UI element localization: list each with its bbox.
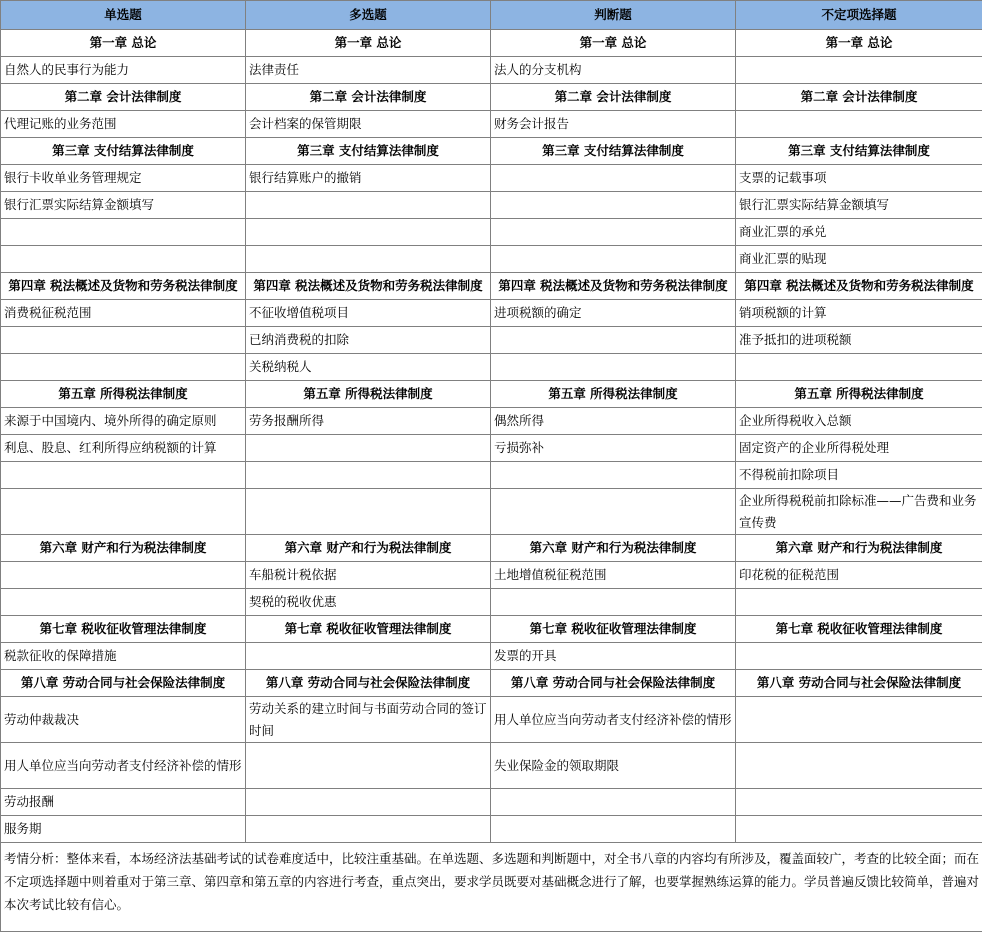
summary-row bbox=[1, 843, 982, 932]
table-row bbox=[1, 165, 982, 192]
table-row bbox=[1, 246, 982, 273]
topic-cell: 企业所得税税前扣除标准——广告费和业务宣传费 bbox=[736, 489, 982, 535]
chapter-heading-cell: 第二章 会计法律制度 bbox=[736, 84, 982, 111]
chapter-heading-cell: 第五章 所得税法律制度 bbox=[246, 381, 491, 408]
topic-cell bbox=[246, 643, 491, 670]
topic-cell: 会计档案的保管期限 bbox=[246, 111, 491, 138]
topic-cell: 代理记账的业务范围 bbox=[1, 111, 246, 138]
chapter-heading-cell: 第二章 会计法律制度 bbox=[491, 84, 736, 111]
table-row bbox=[1, 743, 982, 789]
topic-cell: 企业所得税收入总额 bbox=[736, 408, 982, 435]
chapter-heading-cell: 第五章 所得税法律制度 bbox=[491, 381, 736, 408]
topic-cell: 利息、股息、红利所得应纳税额的计算 bbox=[1, 435, 246, 462]
table-body bbox=[1, 30, 982, 843]
header-single-choice: 单选题 bbox=[1, 1, 246, 30]
topic-cell: 进项税额的确定 bbox=[491, 300, 736, 327]
topic-cell: 银行汇票实际结算金额填写 bbox=[736, 192, 982, 219]
topic-cell: 偶然所得 bbox=[491, 408, 736, 435]
chapter-heading-cell: 第二章 会计法律制度 bbox=[1, 84, 246, 111]
topic-cell: 销项税额的计算 bbox=[736, 300, 982, 327]
chapter-heading-cell: 第三章 支付结算法律制度 bbox=[491, 138, 736, 165]
header-multiple-choice: 多选题 bbox=[246, 1, 491, 30]
table-row bbox=[1, 589, 982, 616]
table-row bbox=[1, 327, 982, 354]
topic-cell: 劳动关系的建立时间与书面劳动合同的签订时间 bbox=[246, 697, 491, 743]
topic-cell bbox=[246, 435, 491, 462]
topic-cell bbox=[491, 192, 736, 219]
topic-cell: 法律责任 bbox=[246, 57, 491, 84]
chapter-heading-cell: 第六章 财产和行为税法律制度 bbox=[491, 535, 736, 562]
topic-cell: 已纳消费税的扣除 bbox=[246, 327, 491, 354]
topic-cell bbox=[1, 589, 246, 616]
table-row bbox=[1, 697, 982, 743]
chapter-heading-cell: 第四章 税法概述及货物和劳务税法律制度 bbox=[246, 273, 491, 300]
table-row bbox=[1, 489, 982, 535]
topic-cell bbox=[736, 816, 982, 843]
table-row bbox=[1, 435, 982, 462]
chapter-row bbox=[1, 273, 982, 300]
chapter-row bbox=[1, 670, 982, 697]
topic-cell bbox=[246, 462, 491, 489]
table-row bbox=[1, 816, 982, 843]
topic-cell: 法人的分支机构 bbox=[491, 57, 736, 84]
table-row bbox=[1, 462, 982, 489]
chapter-heading-cell: 第三章 支付结算法律制度 bbox=[246, 138, 491, 165]
topic-cell bbox=[736, 111, 982, 138]
topic-cell bbox=[246, 743, 491, 789]
chapter-row bbox=[1, 381, 982, 408]
topic-cell bbox=[1, 246, 246, 273]
chapter-heading-cell: 第八章 劳动合同与社会保险法律制度 bbox=[246, 670, 491, 697]
topic-cell bbox=[246, 489, 491, 535]
chapter-heading-cell: 第六章 财产和行为税法律制度 bbox=[736, 535, 982, 562]
topic-cell: 自然人的民事行为能力 bbox=[1, 57, 246, 84]
topic-cell bbox=[1, 327, 246, 354]
topic-cell: 银行汇票实际结算金额填写 bbox=[1, 192, 246, 219]
topic-cell: 用人单位应当向劳动者支付经济补偿的情形 bbox=[1, 743, 246, 789]
topic-cell bbox=[491, 246, 736, 273]
chapter-heading-cell: 第七章 税收征收管理法律制度 bbox=[736, 616, 982, 643]
topic-cell bbox=[246, 192, 491, 219]
chapter-heading-cell: 第一章 总论 bbox=[246, 30, 491, 57]
chapter-heading-cell: 第七章 税收征收管理法律制度 bbox=[491, 616, 736, 643]
topic-cell: 财务会计报告 bbox=[491, 111, 736, 138]
table-row bbox=[1, 354, 982, 381]
chapter-heading-cell: 第四章 税法概述及货物和劳务税法律制度 bbox=[491, 273, 736, 300]
topic-cell: 车船税计税依据 bbox=[246, 562, 491, 589]
topic-cell bbox=[491, 816, 736, 843]
topic-cell: 印花税的征税范围 bbox=[736, 562, 982, 589]
chapter-heading-cell: 第二章 会计法律制度 bbox=[246, 84, 491, 111]
chapter-heading-cell: 第七章 税收征收管理法律制度 bbox=[246, 616, 491, 643]
topic-cell: 发票的开具 bbox=[491, 643, 736, 670]
topic-cell bbox=[1, 562, 246, 589]
topic-cell: 税款征收的保障措施 bbox=[1, 643, 246, 670]
header-indefinite-choice: 不定项选择题 bbox=[736, 1, 982, 30]
chapter-row bbox=[1, 84, 982, 111]
table-row bbox=[1, 111, 982, 138]
chapter-heading-cell: 第四章 税法概述及货物和劳务税法律制度 bbox=[1, 273, 246, 300]
topic-cell bbox=[736, 57, 982, 84]
topic-cell bbox=[491, 327, 736, 354]
topic-cell: 关税纳税人 bbox=[246, 354, 491, 381]
topic-cell: 不得税前扣除项目 bbox=[736, 462, 982, 489]
topic-cell: 来源于中国境内、境外所得的确定原则 bbox=[1, 408, 246, 435]
topic-cell bbox=[246, 789, 491, 816]
topic-cell bbox=[491, 354, 736, 381]
chapter-heading-cell: 第五章 所得税法律制度 bbox=[1, 381, 246, 408]
topic-cell: 银行结算账户的撤销 bbox=[246, 165, 491, 192]
chapter-heading-cell: 第三章 支付结算法律制度 bbox=[1, 138, 246, 165]
table-row bbox=[1, 192, 982, 219]
topic-cell: 劳动报酬 bbox=[1, 789, 246, 816]
chapter-heading-cell: 第八章 劳动合同与社会保险法律制度 bbox=[491, 670, 736, 697]
exam-analysis-summary: 考情分析：整体来看，本场经济法基础考试的试卷难度适中，比较注重基础。在单选题、多选题和判断题中，对全书八章的内容均有所涉及，覆盖面较广，考查的比较全面；而在不定项选择题中则着重对于第三章、第四章和第五章的内容进行考查，重点突出，要求学员既要对基础概念进行了解，也要掌握熟练运算的能力。学员普遍反馈比较简单，普遍对本次考试比较有信心。 bbox=[1, 843, 982, 932]
chapter-heading-cell: 第一章 总论 bbox=[491, 30, 736, 57]
chapter-heading-cell: 第八章 劳动合同与社会保险法律制度 bbox=[1, 670, 246, 697]
chapter-heading-cell: 第五章 所得税法律制度 bbox=[736, 381, 982, 408]
table-row bbox=[1, 219, 982, 246]
chapter-heading-cell: 第四章 税法概述及货物和劳务税法律制度 bbox=[736, 273, 982, 300]
topic-cell: 消费税征税范围 bbox=[1, 300, 246, 327]
chapter-heading-cell: 第一章 总论 bbox=[736, 30, 982, 57]
topic-cell: 银行卡收单业务管理规定 bbox=[1, 165, 246, 192]
table-row bbox=[1, 643, 982, 670]
topic-cell: 服务期 bbox=[1, 816, 246, 843]
topic-cell: 亏损弥补 bbox=[491, 435, 736, 462]
topic-cell: 失业保险金的领取期限 bbox=[491, 743, 736, 789]
topic-cell: 不征收增值税项目 bbox=[246, 300, 491, 327]
topic-cell bbox=[1, 462, 246, 489]
header-true-false: 判断题 bbox=[491, 1, 736, 30]
topic-cell bbox=[1, 489, 246, 535]
topic-cell bbox=[1, 219, 246, 246]
chapter-heading-cell: 第六章 财产和行为税法律制度 bbox=[1, 535, 246, 562]
table-row bbox=[1, 562, 982, 589]
table-row bbox=[1, 789, 982, 816]
table-row bbox=[1, 408, 982, 435]
topic-cell: 劳动仲裁裁决 bbox=[1, 697, 246, 743]
topic-cell: 固定资产的企业所得税处理 bbox=[736, 435, 982, 462]
chapter-heading-cell: 第八章 劳动合同与社会保险法律制度 bbox=[736, 670, 982, 697]
chapter-row bbox=[1, 138, 982, 165]
topic-cell: 劳务报酬所得 bbox=[246, 408, 491, 435]
topic-cell: 商业汇票的承兑 bbox=[736, 219, 982, 246]
topic-cell bbox=[491, 219, 736, 246]
topic-cell bbox=[246, 246, 491, 273]
topic-cell: 契税的税收优惠 bbox=[246, 589, 491, 616]
header-row bbox=[1, 1, 982, 30]
topic-cell bbox=[736, 354, 982, 381]
topic-cell bbox=[491, 489, 736, 535]
topic-cell bbox=[491, 462, 736, 489]
topic-cell bbox=[736, 697, 982, 743]
chapter-heading-cell: 第一章 总论 bbox=[1, 30, 246, 57]
topic-cell bbox=[246, 219, 491, 246]
topic-cell: 支票的记载事项 bbox=[736, 165, 982, 192]
topic-cell: 准予抵扣的进项税额 bbox=[736, 327, 982, 354]
topic-cell bbox=[736, 589, 982, 616]
chapter-heading-cell: 第七章 税收征收管理法律制度 bbox=[1, 616, 246, 643]
chapter-heading-cell: 第三章 支付结算法律制度 bbox=[736, 138, 982, 165]
topic-cell bbox=[1, 354, 246, 381]
topic-cell: 商业汇票的贴现 bbox=[736, 246, 982, 273]
topic-cell bbox=[736, 643, 982, 670]
topic-cell bbox=[736, 743, 982, 789]
topic-cell bbox=[736, 789, 982, 816]
chapter-row bbox=[1, 535, 982, 562]
table-row bbox=[1, 57, 982, 84]
topic-cell: 土地增值税征税范围 bbox=[491, 562, 736, 589]
topic-cell bbox=[491, 589, 736, 616]
chapter-row bbox=[1, 30, 982, 57]
chapter-heading-cell: 第六章 财产和行为税法律制度 bbox=[246, 535, 491, 562]
chapter-row bbox=[1, 616, 982, 643]
topic-cell bbox=[491, 165, 736, 192]
topic-cell bbox=[246, 816, 491, 843]
topic-cell: 用人单位应当向劳动者支付经济补偿的情形 bbox=[491, 697, 736, 743]
topic-cell bbox=[491, 789, 736, 816]
table-row bbox=[1, 300, 982, 327]
